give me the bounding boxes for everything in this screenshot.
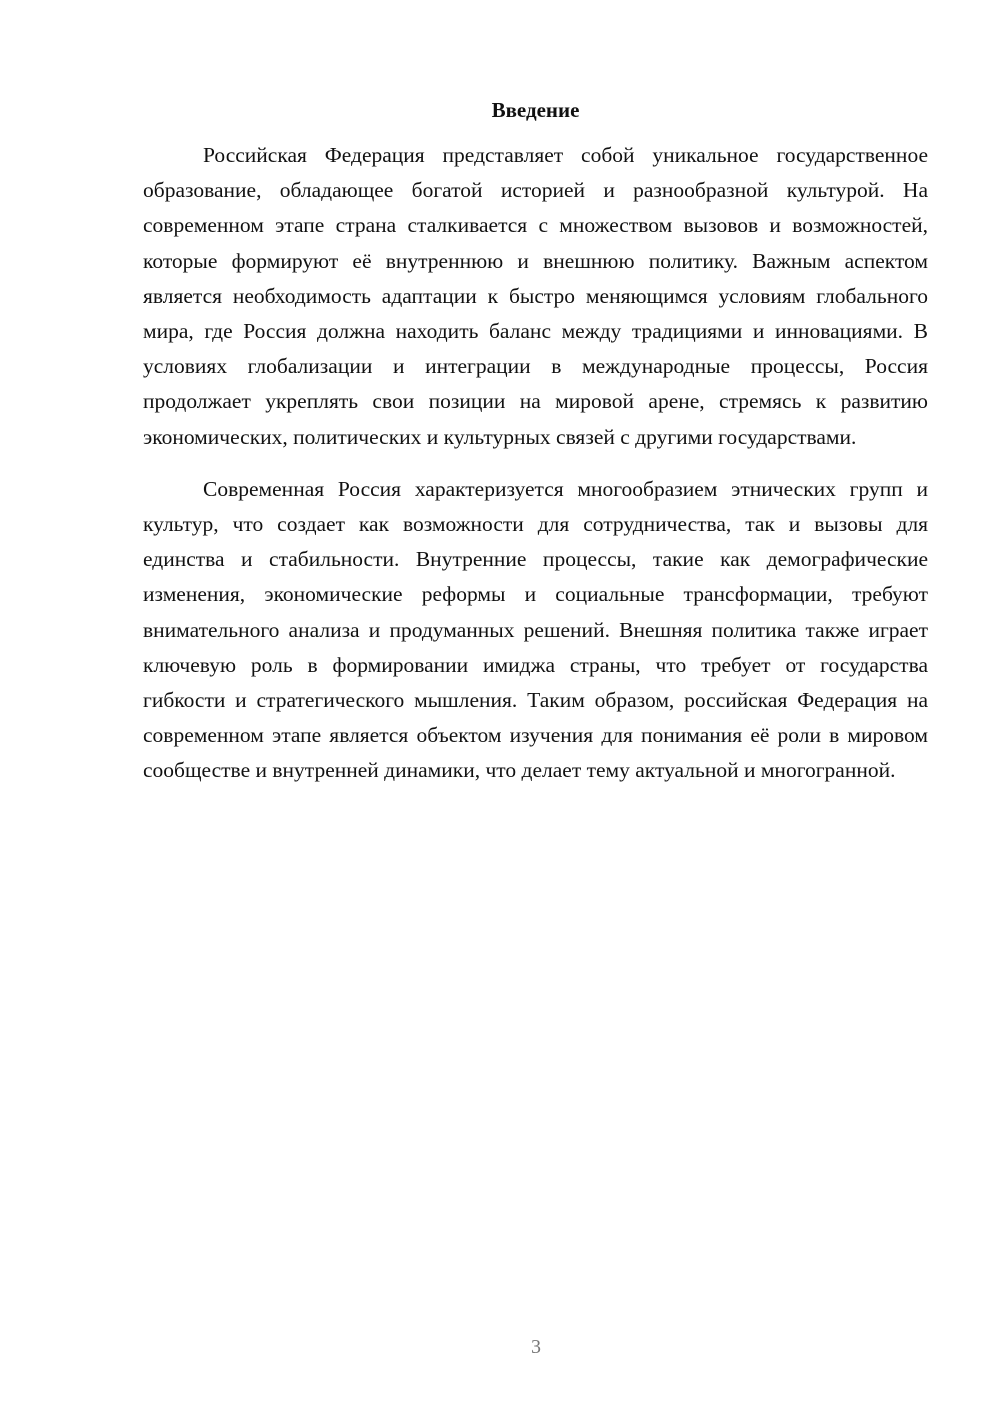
paragraph-1: Российская Федерация представляет собой уникальное государственное образование, обладающее богатой историей и разнообразной культурой. На современном этапе страна сталкивается с множеством вызовов и возможностей, которые формируют её внутреннюю и внешнюю политику. Важным аспектом является необходимость адаптации к быстро меняющимся условиям глобального мира, где Россия должна находить баланс между традициями и инновациями. В условиях глобализации и интеграции в международные процессы, Россия продолжает укреплять свои позиции на мировой арене, стремясь к развитию экономических, политических и культурных связей с другими государствами.	[143, 143, 928, 449]
page-number: 3	[531, 1336, 541, 1358]
section-heading: Введение	[491, 98, 580, 122]
document-body	[143, 94, 928, 789]
paragraph-2: Современная Россия характеризуется многообразием этнических групп и культур, что создает как возможности для сотрудничества, так и вызовы для единства и стабильности. Внутренние процессы, такие как демографические изменения, экономические реформы и социальные трансформации, требуют внимательного анализа и продуманных решений. Внешняя политика также играет ключевую роль в формировании имиджа страны, что требует от государства гибкости и стратегического мышления. Таким образом, российская Федерация на современном этапе является объектом изучения для понимания её роли в мировом сообществе и внутренней динамики, что делает тему актуальной и многогранной.	[143, 476, 928, 783]
